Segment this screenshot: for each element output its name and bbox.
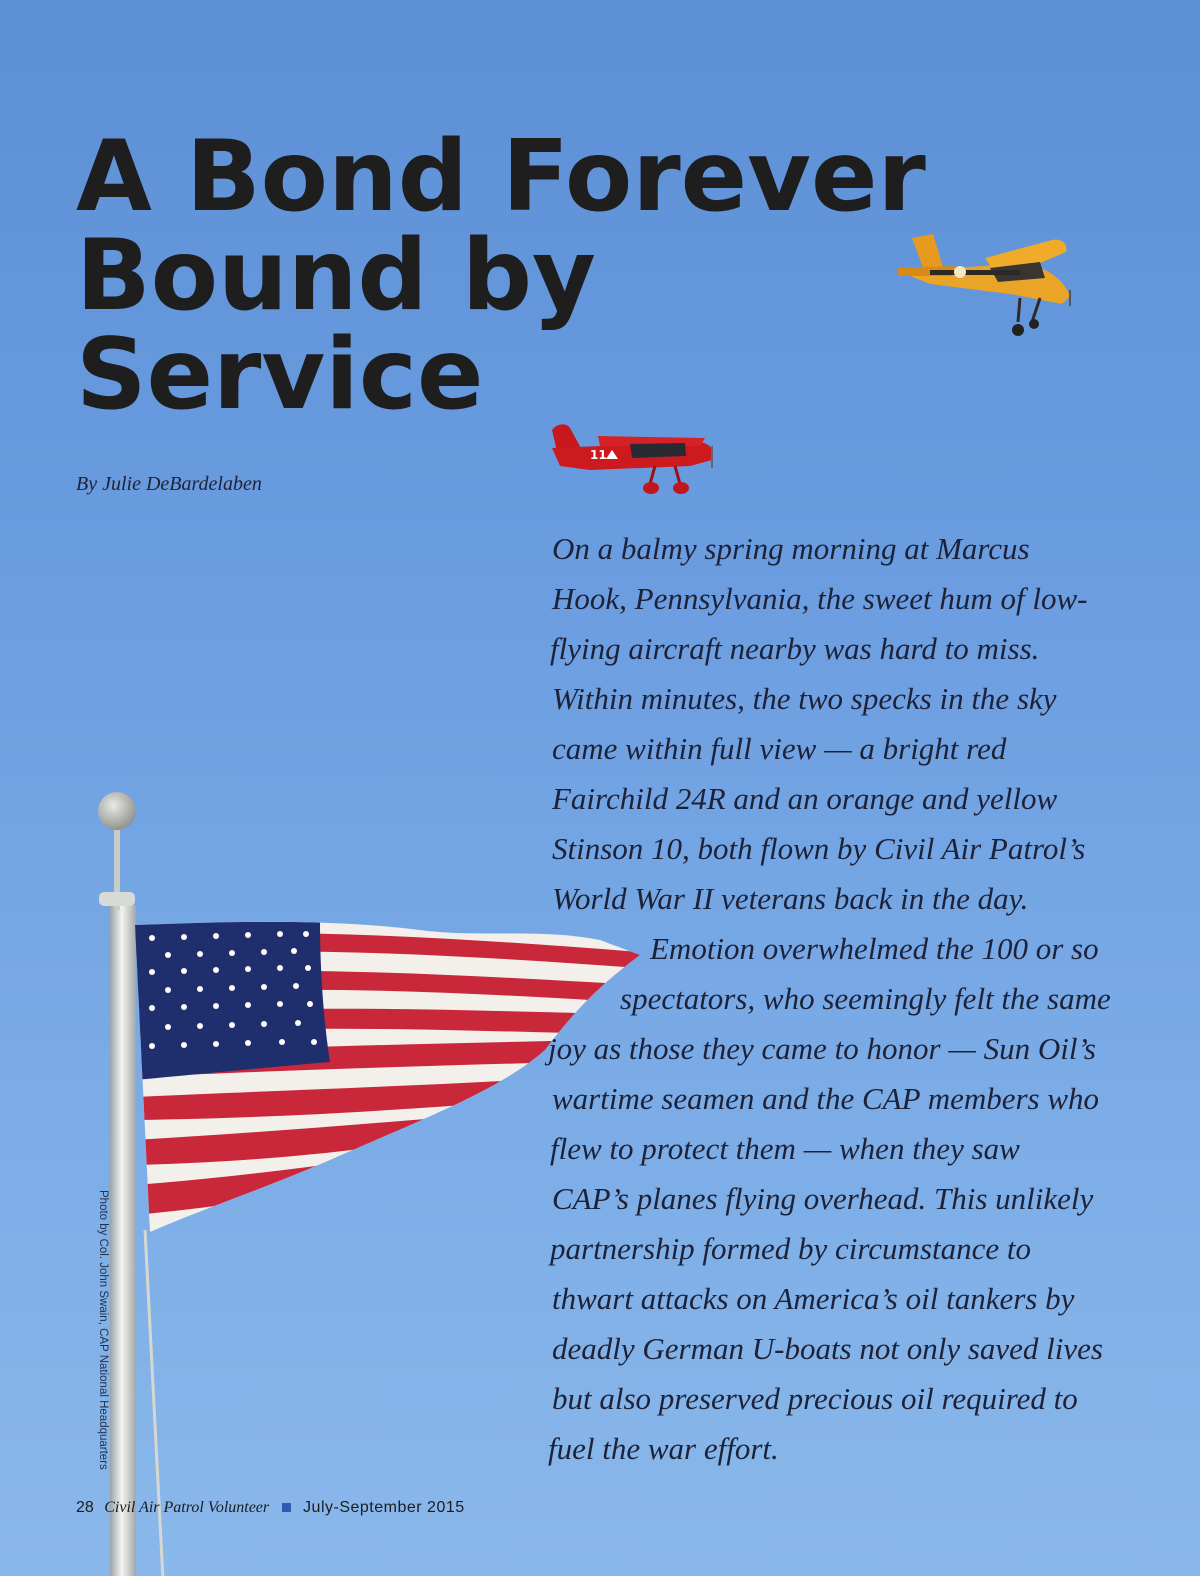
magazine-name: Civil Air Patrol Volunteer	[104, 1499, 270, 1516]
photo-credit: Photo by Col. John Swain, CAP National Headquarters	[97, 1190, 109, 1470]
body-line: CAP’s planes flying overhead. This unlikely	[552, 1181, 1094, 1216]
square-bullet-icon	[282, 1503, 291, 1512]
body-line: deadly German U-boats not only saved lives	[552, 1331, 1103, 1366]
title-line: Service	[76, 318, 484, 432]
plane-number: 11	[590, 448, 607, 462]
body-line: flying aircraft nearby was hard to miss.	[550, 631, 1040, 666]
body-line: On a balmy spring morning at Marcus	[552, 531, 1030, 566]
byline: By Julie DeBardelaben	[76, 473, 262, 495]
body-line: spectators, who seemingly felt the same	[620, 981, 1111, 1016]
body-line: Stinson 10, both flown by Civil Air Patrol’s	[552, 831, 1086, 866]
body-line: thwart attacks on America’s oil tankers by	[552, 1281, 1075, 1316]
body-line: Emotion overwhelmed the 100 or so	[650, 931, 1099, 966]
body-line: fuel the war effort.	[548, 1431, 779, 1466]
body-line: but also preserved precious oil required to	[552, 1381, 1078, 1416]
body-line: Hook, Pennsylvania, the sweet hum of low-	[552, 581, 1088, 616]
title-line: A Bond Forever	[76, 120, 926, 234]
body-line: flew to protect them — when they saw	[550, 1131, 1020, 1166]
page-footer	[76, 1497, 465, 1519]
body-line: wartime seamen and the CAP members who	[552, 1081, 1100, 1116]
body-line: World War II veterans back in the day.	[552, 881, 1029, 916]
body-line: Fairchild 24R and an orange and yellow	[552, 781, 1058, 816]
body-line: came within full view — a bright red	[552, 731, 1007, 766]
body-line: partnership formed by circumstance to	[550, 1231, 1031, 1266]
issue-date: July-September 2015	[303, 1499, 465, 1516]
title-line: Bound by	[76, 219, 596, 333]
body-line: joy as those they came to honor — Sun Oil’s	[548, 1031, 1096, 1066]
body-line: Within minutes, the two specks in the sky	[552, 681, 1057, 716]
page-number: 28	[76, 1499, 94, 1516]
